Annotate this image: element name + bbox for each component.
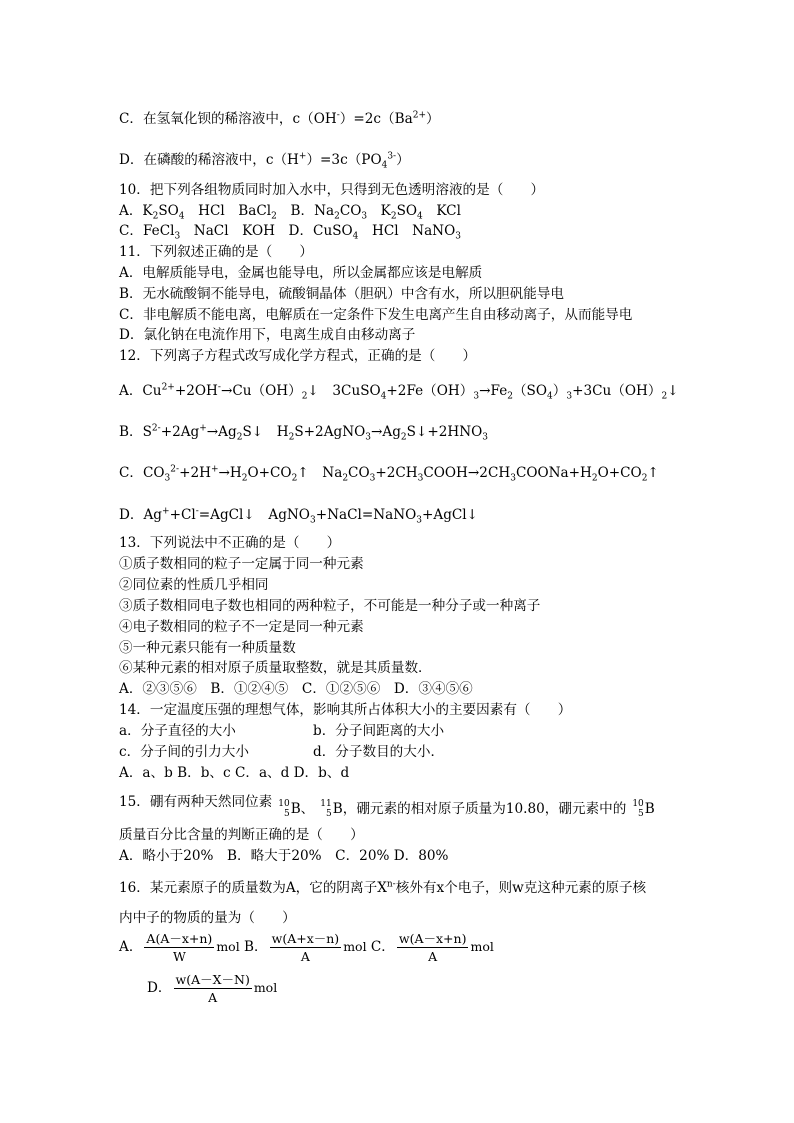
isotope-b10-ref: 10 5 B — [632, 799, 655, 819]
q12-option-b: B．$S^{2-}+2Ag^+\to Ag_2S↓$ $H_2S+2AgNO_3\to Ag_2S↓+2HNO_3$ — [119, 423, 489, 443]
q10-options-ab: A．$K_2SO_4$ HCl BaCl$_2$ B．$Na_2CO_3$ $K_2SO_4$ KCl — [119, 203, 461, 222]
q14-item-b: b．分子间距离的大小 — [313, 723, 445, 739]
q13-statement-6: ⑥某种元素的相对原子质量取整数，就是其质量数． — [119, 660, 432, 676]
q12-option-a: A．$Cu^{2+}+2OH^-\to Cu(OH)_2↓$ $3CuSO_4+2Fe(OH)_3\to Fe_2(SO_4)_3+3Cu(OH)_2↓$ — [119, 382, 679, 402]
q13-stem: 13．下列说法中不正确的是（ ） — [119, 535, 341, 551]
q12-option-c: C．$CO_3^{2-}+2H^+\to H_2O+CO_2↑$ $Na_2CO_3+2CH_3COOH\to 2CH_3COONa+H_2O+CO_2↑$ — [119, 464, 659, 484]
q14-item-c: c．分子间的引力大小 — [119, 744, 249, 760]
fraction-c: $\frac{w(A-x+n)}{A}$ — [398, 931, 467, 964]
q16-option-d: D． $\frac{w(A-X-N)}{A}$ mol — [147, 972, 278, 1005]
q14-options: A．a、b B．b、c C．a、d D．b、d — [119, 765, 350, 781]
fraction-d: $\frac{w(A-X-N)}{A}$ — [175, 972, 250, 1005]
q9-option-d: D．在磷酸的稀溶液中，$c(H^+)=3c(PO_4^{3-})$ — [119, 151, 410, 171]
q11-option-c: C．非电解质不能电离，电解质在一定条件下发生电离产生自由移动离子，从而能导电 — [119, 307, 633, 323]
fraction-a: $\frac{A(A-x+n)}{W}$ — [146, 931, 213, 964]
q14-stem: 14．一定温度压强的理想气体，影响其所占体积大小的主要因素有（ ） — [119, 702, 572, 718]
q11-option-a: A．电解质能导电，金属也能导电，所以金属都应该是电解质 — [119, 265, 483, 281]
q13-statement-3: ③质子数相同电子数也相同的两种粒子，不可能是一种分子或一种离子 — [119, 598, 541, 614]
q11-stem: 11．下列叙述正确的是（ ） — [119, 244, 314, 260]
q15-options: A．略小于20% B．略大于20% C．20% D．80% — [119, 848, 449, 864]
q14-item-d: d．分子数目的大小． — [313, 744, 445, 760]
q9-option-c: C．在氢氧化钡的稀溶液中，$c(OH^-)=2c(Ba^{2+})$ — [119, 110, 440, 127]
q11-option-b: B．无水硫酸铜不能导电，硫酸铜晶体（胆矾）中含有水，所以胆矾能导电 — [119, 286, 564, 302]
q15-stem-1: 15．硼有两种天然同位素 10 5 B、 11 5 B，硼元素的相对原子质量为10.80，硼元素中的 10 5 B — [119, 794, 655, 819]
q11-option-d: D．氯化钠在电流作用下，电离生成自由移动离子 — [119, 327, 416, 343]
q13-statement-1: ①质子数相同的粒子一定属于同一种元素 — [119, 556, 364, 572]
q16-stem-2: 内中子的物质的量为（ ） — [119, 910, 296, 926]
q15-stem-2: 质量百分比含量的判断正确的是（ ） — [119, 827, 364, 843]
q12-option-d: D．Ag++Cl-=AgCl↓ AgNO$_3$+NaCl=NaNO$_3$+AgCl↓ — [119, 506, 479, 526]
q10-options-cd: C．FeCl$_3$ NaCl KOH D．CuSO$_4$ HCl NaNO$_3$ — [119, 223, 461, 242]
fraction-b: $\frac{w(A+x-n)}{A}$ — [271, 931, 340, 964]
isotope-b10: 10 5 B、 — [278, 799, 315, 819]
q13-options: A．②③⑤⑥ B．①②④⑤ C．①②⑤⑥ D．③④⑤⑥ — [119, 681, 473, 697]
q16-options-abc: A． $\frac{A(A-x+n)}{W}$ mol B． $\frac{w(A+x-n)}{A}$ mol C． $\frac{w(A-x+n)}{A}$ mol — [119, 931, 494, 964]
q13-statement-4: ④电子数相同的粒子不一定是同一种元素 — [119, 619, 364, 635]
q14-item-a: a．分子直径的大小 — [119, 723, 236, 739]
q16-stem-1: 16．某元素原子的质量数为A，它的阴离子$X^{n-}$核外有x个电子，则w克这种元素的原子核 — [119, 879, 647, 896]
isotope-b11: 11 5 B，硼元素的相对原子质量为10.80，硼元素中的 — [320, 799, 627, 819]
q12-stem: 12．下列离子方程式改写成化学方程式，正确的是（ ） — [119, 348, 477, 364]
q13-statement-5: ⑤一种元素只能有一种质量数 — [119, 640, 296, 656]
q13-statement-2: ②同位素的性质几乎相同 — [119, 577, 269, 593]
q10-stem: 10．把下列各组物质同时加入水中，只得到无色透明溶液的是（ ） — [119, 182, 545, 198]
